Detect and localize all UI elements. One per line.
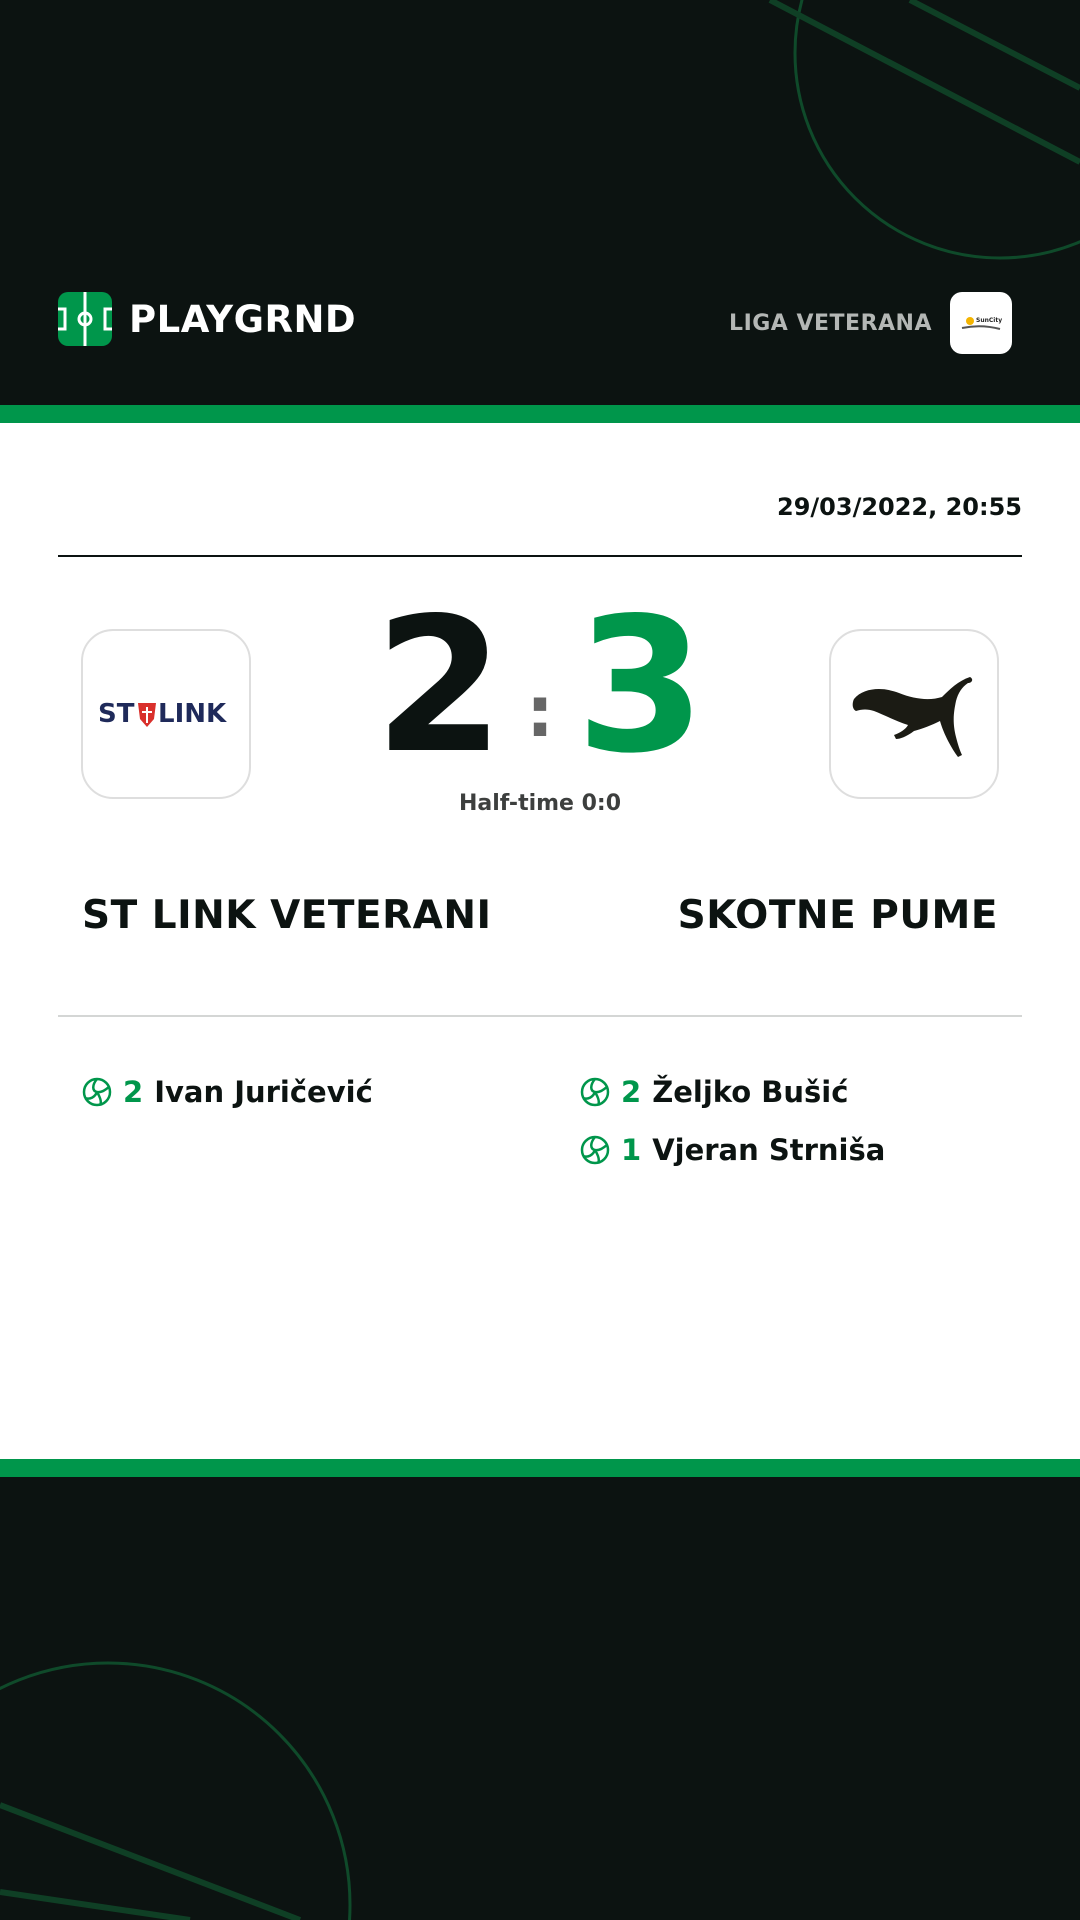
match-card: [0, 423, 1080, 1459]
brand: [58, 292, 356, 346]
player-name: Ivan Juričević: [154, 1075, 373, 1109]
divider: [58, 1015, 1022, 1017]
league-name: LIGA VETERANA: [729, 310, 932, 336]
football-icon: [82, 1077, 112, 1107]
player-name: Željko Bušić: [652, 1075, 849, 1109]
halftime-score: Half-time 0:0: [458, 791, 622, 816]
goal-count: 2: [621, 1075, 642, 1109]
away-team-name: SKOTNE PUME: [677, 893, 998, 938]
brand-name: PLAYGRND: [129, 297, 357, 341]
away-team-logo: [829, 629, 999, 799]
away-scorers: [580, 1063, 1000, 1179]
goal-count: 1: [621, 1133, 642, 1167]
pitch-icon: [58, 292, 112, 346]
scorer-row: [580, 1063, 1000, 1121]
football-icon: [580, 1135, 610, 1165]
home-team-name: ST LINK VETERANI: [82, 893, 492, 938]
league: [729, 292, 1012, 354]
svg-text:SunCity: SunCity: [976, 317, 1003, 324]
svg-text:LINK: LINK: [158, 699, 227, 729]
svg-text:ST: ST: [98, 699, 135, 729]
goal-count: 2: [123, 1075, 144, 1109]
divider: [58, 555, 1022, 557]
footer-band: [0, 1477, 1080, 1920]
player-name: Vjeran Strniša: [652, 1133, 886, 1167]
football-icon: [580, 1077, 610, 1107]
bottom-accent-bar: [0, 1459, 1080, 1477]
scorer-row: [580, 1121, 1000, 1179]
top-accent-bar: [0, 405, 1080, 423]
scorer-row: [82, 1063, 502, 1121]
league-logo: [950, 292, 1012, 354]
home-scorers: [82, 1063, 502, 1121]
pitch-decoration: [0, 1477, 1080, 1920]
match-datetime: 29/03/2022, 20:55: [777, 493, 1022, 521]
score-separator: :: [526, 671, 554, 753]
header-band: [0, 0, 1080, 405]
away-score: 3: [576, 577, 706, 794]
home-score: 2: [374, 577, 504, 794]
